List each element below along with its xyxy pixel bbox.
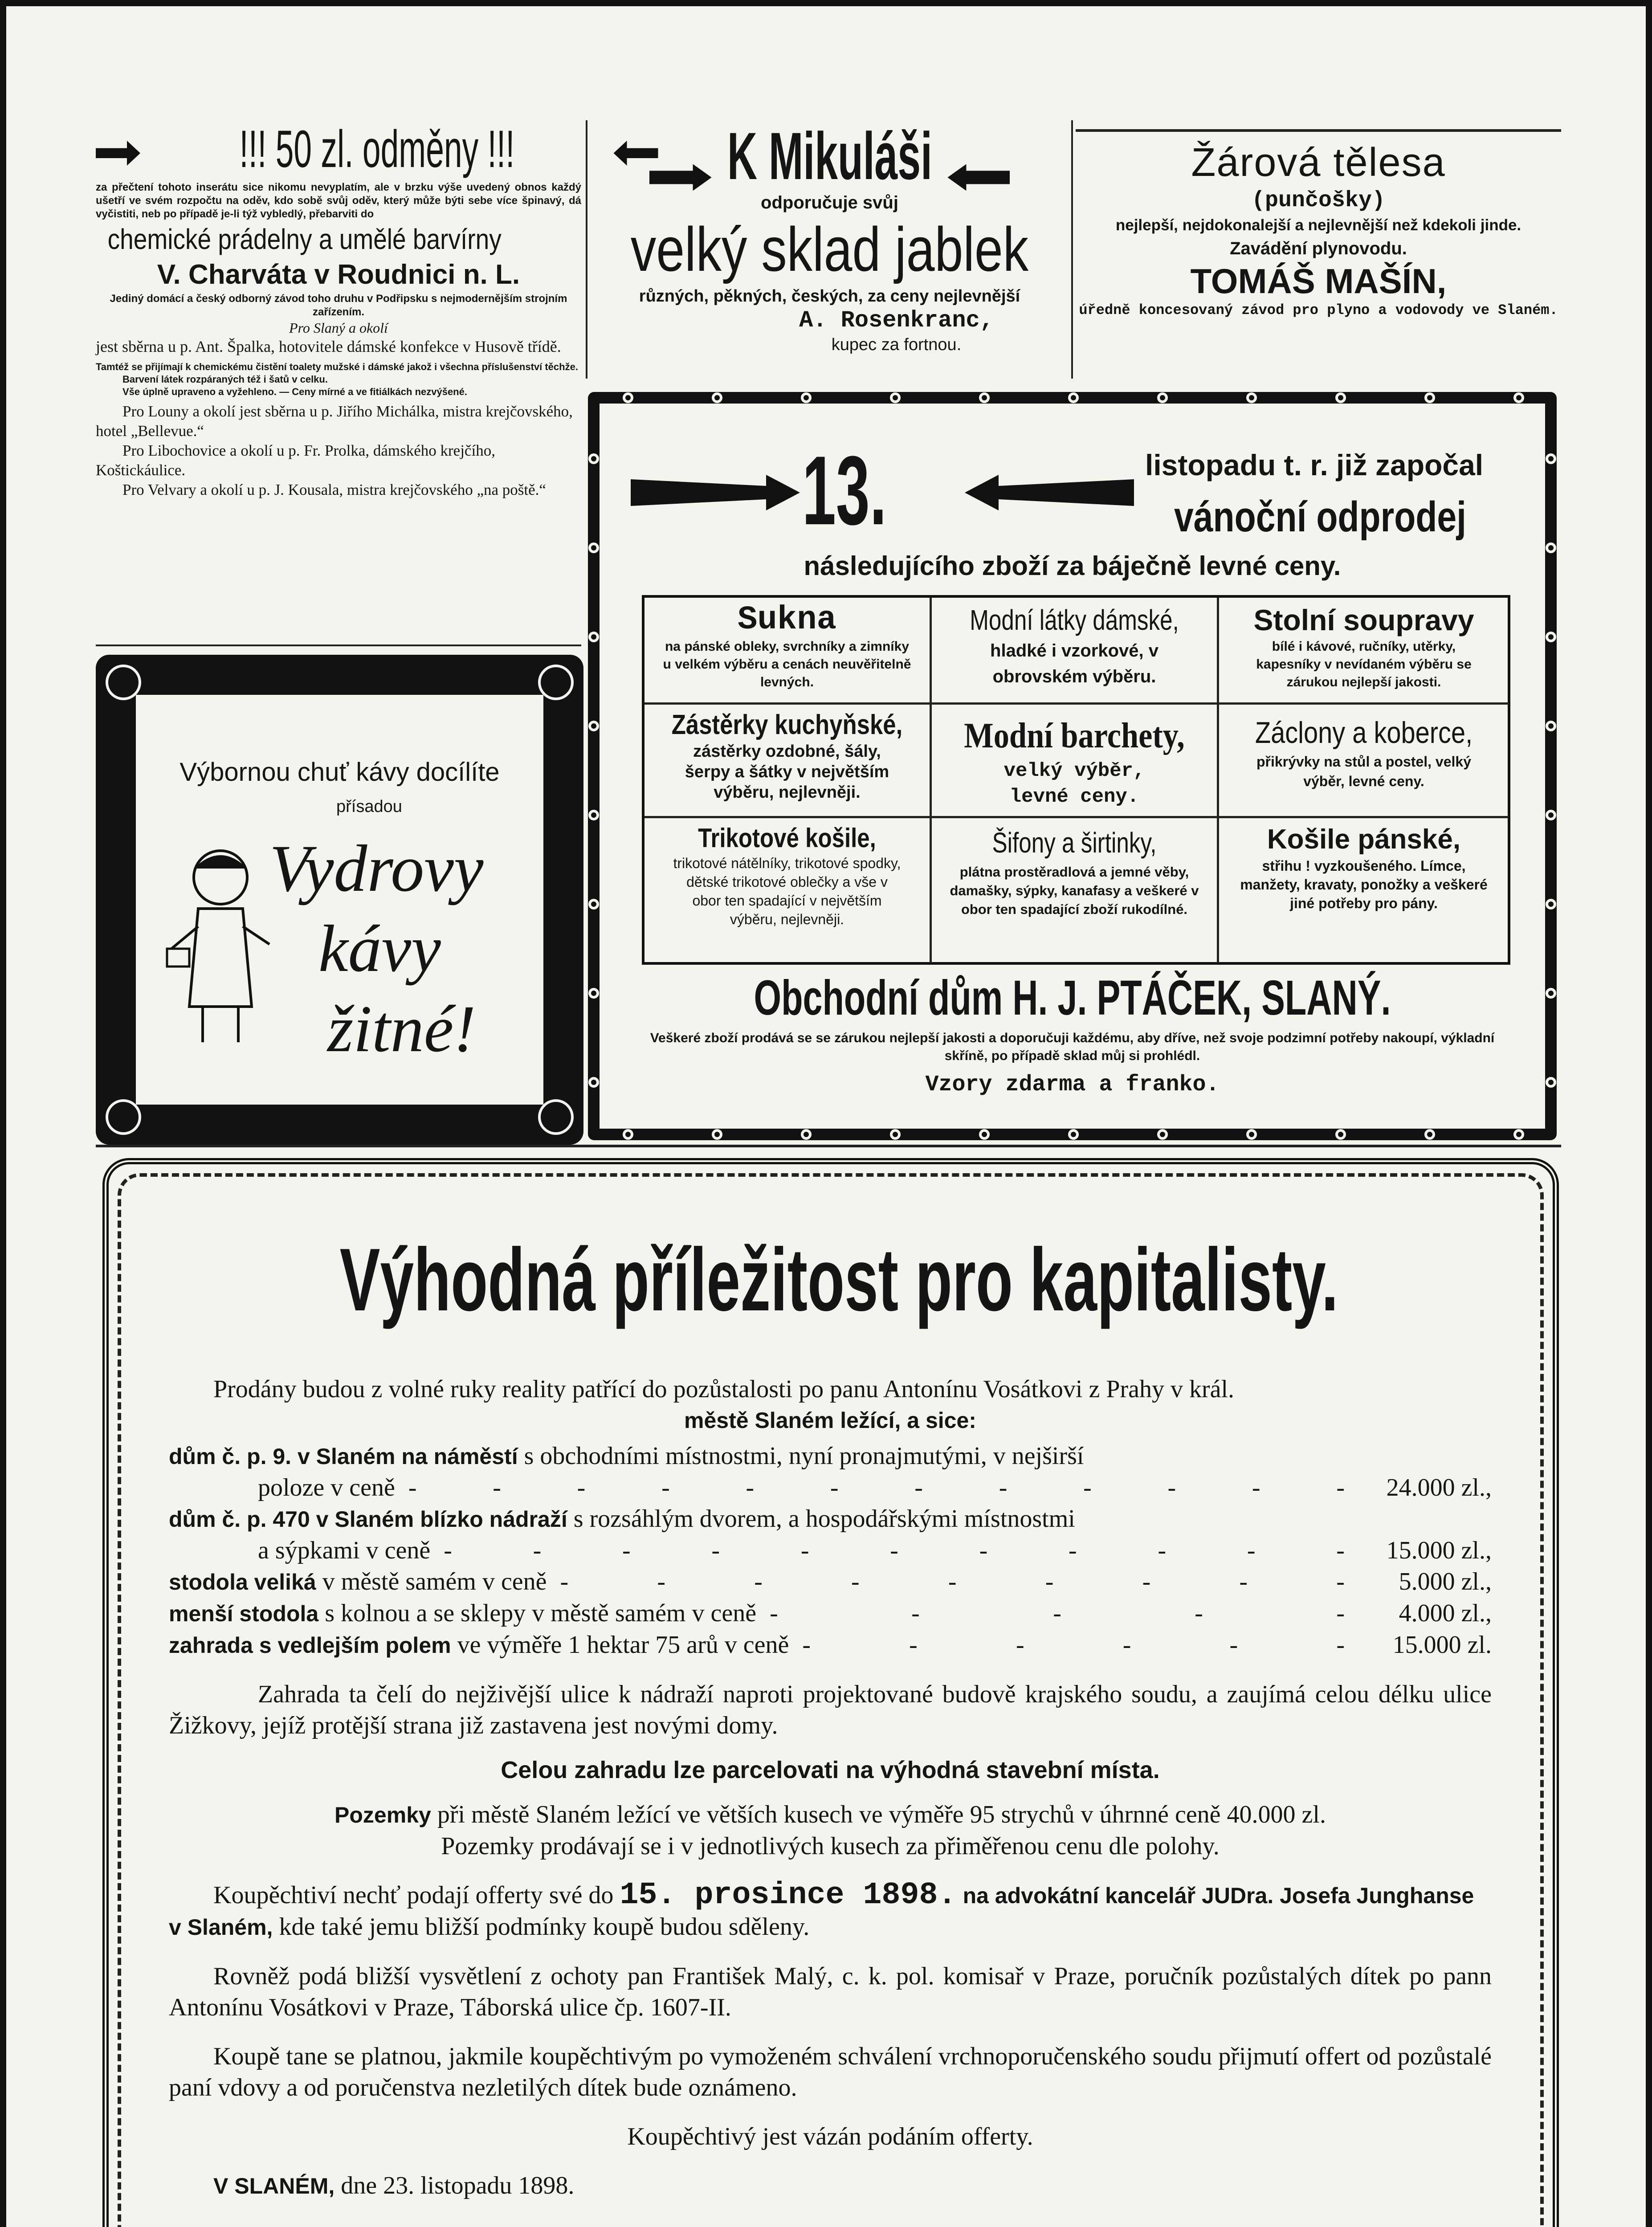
property-desc2: poloze v ceně: [258, 1474, 395, 1501]
grid-line: [644, 816, 1509, 818]
corner-ornament: [106, 1099, 141, 1135]
property-item: [169, 1629, 1492, 1661]
property-desc2: a sýpkami v ceně: [258, 1537, 431, 1564]
column-divider: [1071, 120, 1073, 379]
property-desc: s kolnou a se sklepy v městě samém v ceně: [325, 1599, 757, 1627]
main-ad-p5c: JUDra. Josefa Junghanse v Slaném,: [169, 1883, 1474, 1940]
main-ad-title: Výhodná příležitost pro kapitalisty.: [339, 1230, 1338, 1330]
main-ad-p1: Zahrada ta čelí do nejživější ulice k nádraží naproti projektované budově krajského soudu, a zaujímá celou délku ulice Žižkovy, jejíž protější strana již zastavena jest novými domy.: [169, 1680, 1492, 1739]
left-ad-intro: za přečtení tohoto inserátu sice nikomu nevyplatím, ale v brzku výše uvedený obnos každý ušetří ve svém rozpočtu na oděv, kdo sobě svůj oděv, který může býti sebe více špinavý, dá vyčistiti, neb po případě je-li týž vybledlý, přebarviti do: [96, 181, 581, 220]
left-ad-headline: chemické prádelny a umělé barvírny: [107, 223, 502, 255]
goods-cell-title: Trikotové košile,: [698, 823, 876, 853]
mikulas-ad-line2: různých, pěkných, českých, za ceny nejlevnější: [639, 287, 1020, 306]
hand-icon: [947, 164, 1010, 191]
zarova-ad: [1076, 129, 1561, 370]
divider: [96, 1145, 1561, 1147]
mikulas-ad-line3: kupec za fortnou.: [831, 335, 962, 354]
divider: [1076, 129, 1561, 132]
main-ad-p5a: Koupěchtiví nechť podají offerty své do: [213, 1881, 614, 1909]
property-item: [169, 1440, 1492, 1503]
coffee-ad-line2: přísadou: [336, 797, 402, 816]
main-ad-p5b: na advokátní kancelář: [963, 1883, 1196, 1908]
main-ad-p5d: kde také jemu bližší podmínky koupě budou sděleny.: [279, 1913, 810, 1941]
main-ad-p5: [169, 1880, 1492, 1943]
zarova-ad-title: Žárová tělesa: [1191, 140, 1446, 185]
goods-cell-text: bílé i kávové, ručníky, utěrky, kapesníky v nevídaném výběru se zárukou nejlepší jakosti.: [1256, 639, 1472, 689]
ptacek-ad: [588, 392, 1557, 1140]
left-ad-body2: jest sběrna u p. Ant. Špalka, hotovitele dámské konfekce v Husově třídě.: [96, 338, 561, 355]
signature-date: dne 23. listopadu 1898.: [341, 2172, 575, 2199]
left-ad-title: !!! 50 zl. odměny !!!: [239, 120, 515, 179]
goods-cell: [932, 823, 1217, 919]
goods-cell: [644, 823, 930, 929]
left-ad-body5: Vše úplně upraveno a vyžehleno. — Ceny mírné a ve fitiálkách nezvýšené.: [122, 386, 467, 397]
main-ad-p2: Celou zahradu lze parcelovati na výhodná stavební místa.: [501, 1757, 1160, 1783]
main-ad-p7: Koupě tane se platnou, jakmile koupěchtivým po vymoženém schválení vrchnoporučenského soudu přijmutí offert od pozůstalé paní vdovy a od poručenstva nezletilých dítek bude oznámeno.: [169, 2043, 1492, 2101]
ptacek-ad-subheading: následujícího zboží za báječně levné ceny.: [804, 551, 1341, 581]
goods-cell-title: Sukna: [737, 601, 837, 639]
zarova-ad-line2: Zavádění plynovodu.: [1230, 239, 1407, 258]
goods-grid: [642, 595, 1510, 965]
property-price: 4.000 zl.,: [1399, 1599, 1492, 1627]
goods-cell-title: Modní barchety,: [964, 716, 1185, 755]
left-ad-body7: Pro Libochovice a okolí u p. Fr. Prolka, dámského krejčího, Koštickáulice.: [96, 442, 495, 479]
left-ad-body3: Tamtéž se přijímají k chemickému čistění toalety mužské i dámské jakož i všechna příslušenství těchže.: [96, 361, 578, 372]
goods-cell-text: trikotové nátělníky, trikotové spodky, dětské trikotové oblečky a vše v obor ten spadající v největším výběru, nejlevněji.: [673, 855, 901, 927]
property-price: 24.000 zl.,: [1386, 1474, 1492, 1501]
left-ad-owner: V. Charváta v Roudnici n. L.: [157, 259, 520, 290]
mikulas-ad-name: A. Rosenkranc,: [799, 307, 994, 334]
property-item: [169, 1598, 1492, 1629]
coffee-ad-line5: žitné!: [327, 992, 476, 1066]
mikulas-ad-title: K Mikuláši: [727, 118, 932, 193]
dash-leader: - - - - - -: [802, 1631, 1345, 1659]
property-item: [169, 1503, 1492, 1566]
property-desc: s rozsáhlým dvorem, a hospodářskými místnostmi: [573, 1505, 1075, 1533]
goods-cell: [932, 602, 1217, 689]
mikulas-ad-line1: odporučuje svůj: [761, 193, 898, 212]
divider: [96, 644, 581, 646]
left-ad-body1: Jediný domácí a český odborný závod toho druhu v Podřipsku s nejmodernějším strojním zařízením.: [110, 293, 567, 318]
goods-cell-title: Košile pánské,: [1267, 824, 1461, 855]
coffee-ad-line4: kávy: [318, 912, 441, 986]
ptacek-ad-note: Veškeré zboží prodává se se zárukou nejlepší jakosti a doporučuji každému, aby dříve, než svoje podzimní potřeby nakoupí, výkladní skříně, po případě sklad můj si prohlédl.: [650, 1031, 1495, 1063]
dash-leader: - - - - -: [770, 1599, 1345, 1627]
dash-leader: - - - - - - - - - - -: [444, 1537, 1345, 1564]
ptacek-ad-samples: Vzory zdarma a franko.: [925, 1072, 1220, 1097]
property-item: [169, 1566, 1492, 1598]
hand-icon: [96, 141, 140, 166]
main-ad-p3-lead: Pozemky: [334, 1803, 431, 1827]
main-ad-intro1: Prodány budou z volné ruky reality patřící do pozůstalosti po panu Antonínu Vosátkovi z Prahy v král.: [213, 1375, 1235, 1403]
mikulas-ad-headline: velký sklad jablek: [630, 214, 1029, 284]
property-price: 15.000 zl.: [1392, 1631, 1492, 1659]
dash-leader: - - - - - - - - -: [560, 1568, 1345, 1595]
property-name: dům č. p. 470 v Slaném blízko nádraží: [169, 1507, 567, 1532]
property-name: dům č. p. 9. v Slaném na náměstí: [169, 1444, 518, 1469]
coffee-ad-line3: Vydrovy: [269, 832, 484, 905]
coffee-ad-line1: Výbornou chuť kávy docílíte: [179, 758, 500, 787]
left-ad-body6: Pro Louny a okolí jest sběrna u p. Jiřího Michálka, mistra krejčovského, hotel „Bellevue.“: [96, 403, 573, 440]
main-ad-intro2: městě Slaném ležící, a sice:: [684, 1408, 976, 1433]
goods-cell: [932, 714, 1217, 810]
left-ad: [96, 120, 581, 646]
main-ad-p4: Pozemky prodávají se i v jednotlivých kusech za přiměřenou cenu dle polohy.: [441, 1832, 1220, 1860]
main-ad-p3-text: při městě Slaném ležící ve větších kusech ve výměře 95 strychů v úhrnné ceně 40.000 zl.: [437, 1801, 1326, 1828]
property-price: 5.000 zl.,: [1399, 1568, 1492, 1595]
ptacek-ad-number: 13.: [802, 436, 887, 545]
goods-cell-text: na pánské obleky, svrchníky a zimníky u velkém výběru a cenách neuvěřitelně levných.: [663, 639, 911, 689]
zarova-ad-line1: nejlepší, nejdokonalejší a nejlevnější než kdekoli jinde.: [1115, 216, 1521, 234]
ptacek-ad-heading1: listopadu t. r. již započal: [1145, 449, 1484, 481]
left-ad-slany-label: Pro Slaný a okolí: [289, 320, 388, 336]
goods-cell-title: Modní látky dámské,: [970, 604, 1179, 636]
corner-ornament: [106, 665, 141, 700]
coffee-ad: [96, 655, 583, 1145]
main-ad: [102, 1158, 1559, 2227]
offer-deadline: 15. prosince 1898.: [620, 1878, 957, 1913]
goods-cell-text: střihu ! vyzkoušeného. Límce, manžety, kravaty, ponožky a veškeré jiné potřeby pro pány.: [1240, 858, 1488, 911]
ptacek-ad-heading2: vánoční odprodej: [1174, 493, 1467, 541]
property-price: 15.000 zl.,: [1386, 1537, 1492, 1564]
main-ad-p6: Rovněž podá bližší vysvětlení z ochoty pan František Malý, c. k. pol. komisař v Praze, poručník pozůstalých dítek po pann Antonínu Vosátkovi v Praze, Táborská ulice čp. 1607-II.: [169, 1962, 1492, 2021]
main-ad-p8: Koupěchtivý jest vázán podáním offerty.: [627, 2123, 1033, 2150]
property-list: [169, 1440, 1492, 1661]
main-ad-signature: [169, 2170, 1492, 2202]
child-illustration: [163, 837, 278, 1060]
dash-leader: - - - - - - - - - - - -: [408, 1474, 1345, 1501]
goods-cell: [1219, 714, 1509, 791]
main-ad-body: [169, 1374, 1492, 2202]
goods-cell: [644, 709, 930, 803]
property-desc: v městě samém v ceně: [322, 1568, 547, 1595]
property-name: menší stodola: [169, 1601, 319, 1626]
goods-cell-text: zástěrky ozdobné, šály, šerpy a šátky v největším výběru, nejlevněji.: [685, 742, 889, 802]
goods-cell-title: Zástěrky kuchyňské,: [671, 710, 903, 740]
goods-cell-text: velký výběr, levné ceny.: [1003, 760, 1145, 808]
mikulas-ad: [588, 120, 1071, 379]
corner-ornament: [538, 1099, 574, 1135]
ptacek-ad-firm: Obchodní dům H. J. PTÁČEK, SLANÝ.: [754, 971, 1391, 1025]
goods-cell: [644, 602, 930, 691]
property-name: stodola veliká: [169, 1570, 316, 1595]
goods-cell-title: Šifony a širtinky,: [992, 827, 1157, 859]
left-ad-body8: Pro Velvary a okolí u p. J. Kousala, mistra krejčovského „na poště.“: [122, 481, 546, 498]
goods-cell-text: hladké i vzorkové, v obrovském výběru.: [990, 641, 1158, 686]
goods-cell-title: Stolní soupravy: [1253, 604, 1474, 636]
grid-line: [644, 702, 1509, 705]
goods-cell-text: plátna prostěradlová a jemné věby, damašky, sýpky, kanafasy a veškeré v obor ten spadající zboží rukodílné.: [950, 864, 1199, 917]
hand-icon: [649, 164, 712, 191]
zarova-ad-line3: úředně koncesovaný závod pro plyno a vodovody ve Slaném.: [1079, 302, 1558, 318]
signature-place: V SLANÉM,: [213, 2174, 335, 2198]
zarova-ad-name: TOMÁŠ MAŠÍN,: [1190, 261, 1447, 301]
property-desc: ve výměře 1 hektar 75 arů v ceně: [457, 1631, 789, 1659]
property-name: zahrada s vedlejším polem: [169, 1633, 451, 1658]
zarova-ad-subtitle: (punčošky): [1251, 188, 1386, 213]
property-desc: s obchodními místnostmi, nyní pronajmutými, v nejširší: [524, 1442, 1084, 1470]
corner-ornament: [538, 665, 574, 700]
left-ad-body4: Barvení látek rozpáraných též i šatů v celku.: [122, 374, 328, 385]
goods-cell: [1219, 602, 1509, 691]
main-ad-p3: [169, 1799, 1492, 1831]
goods-cell-text: přikrývky na stůl a postel, velký výběr, levné ceny.: [1256, 754, 1471, 789]
goods-cell: [1219, 823, 1509, 913]
goods-cell-title: Záclony a koberce,: [1255, 716, 1473, 750]
